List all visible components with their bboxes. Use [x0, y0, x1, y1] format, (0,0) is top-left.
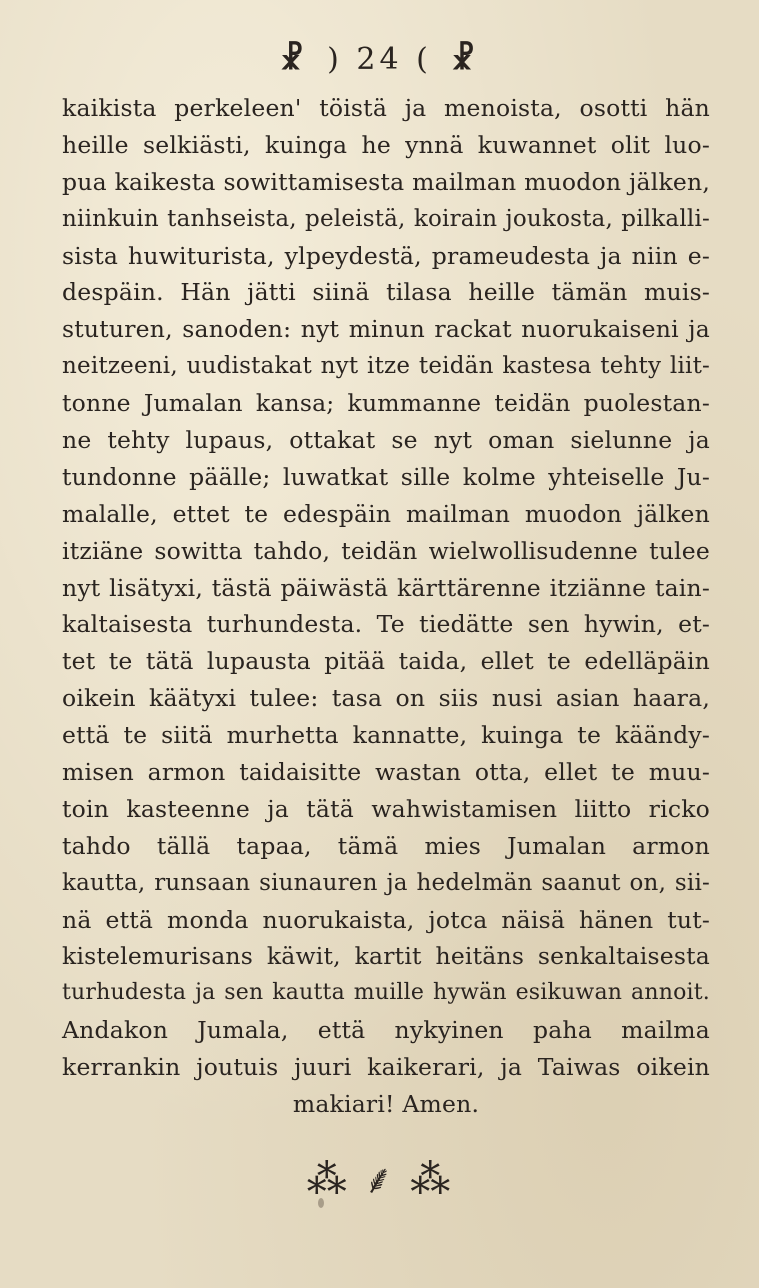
text-line: kaikista perkeleen' töistä ja menoista, osotti hän	[62, 94, 710, 122]
text-line: sista huwiturista, ylpeydestä, prameudesta ja niin e-	[62, 241, 710, 270]
text-line: pua kaikesta sowittamisesta mailman muodon jälken,	[62, 167, 710, 196]
text-line: despäin. Hän jätti siinä tilasa heille tämän muis-	[62, 278, 710, 307]
text-line: kaltaisesta turhundesta. Te tiedätte sen hywin, et-	[62, 610, 710, 639]
page-number: ) 24 (	[327, 41, 432, 77]
page-header	[0, 40, 759, 77]
text-line: tahdo tällä tapaa, tämä mies Jumalan armon	[62, 831, 710, 860]
text-line: nä että monda nuorukaista, jotca näisä hänen tut-	[62, 905, 710, 934]
text-line: kistelemurisans käwit, kartit heitäns senkaltaisesta	[62, 942, 710, 971]
text-line-final: makiari! Amen.	[292, 1090, 480, 1119]
text-line: itziäne sowitta tahdo, teidän wielwollisudenne tulee	[62, 536, 710, 565]
text-line: nyt lisätyxi, tästä päiwästä kärttärenne itziänne tain-	[62, 573, 710, 602]
text-line: tonne Jumalan kansa; kummanne teidän puolestan-	[62, 389, 710, 418]
text-line: turhudesta ja sen kautta muille hywän esikuwan annoit.	[62, 980, 710, 1006]
text-line: niinkuin tanhseista, peleistä, koirain joukosta, pilkalli-	[62, 205, 710, 232]
text-line: neitzeeni, uudistakat nyt itze teidän kastesa tehty liit-	[62, 353, 710, 380]
text-line: oikein käätyxi tulee: tasa on siis nusi asian haara,	[62, 684, 710, 713]
text-line: että te siitä murhetta kannatte, kuinga te käändy-	[62, 721, 710, 750]
left-ornament-icon: ☧	[280, 41, 308, 77]
text-line: tet te tätä lupausta pitää taida, ellet te edelläpäin	[62, 647, 710, 676]
text-line: kerrankin joutuis juuri kaikerari, ja Taiwas oikein	[62, 1053, 710, 1082]
text-line: stuturen, sanoden: nyt minun rackat nuorukaiseni ja	[62, 315, 710, 344]
text-line: kautta, runsaan siunauren ja hedelmän saanut on, sii-	[62, 869, 710, 896]
text-line: misen armon taidaisitte wastan otta, ellet te muu-	[62, 758, 710, 787]
right-ornament-icon: ☧	[451, 41, 479, 77]
text-line: Andakon Jumala, että nykyinen paha mailma	[62, 1016, 710, 1045]
text-line: malalle, ettet te edespäin mailman muodon jälken	[62, 499, 710, 528]
text-line: tundonne päälle; luwatkat sille kolme yhteiselle Ju-	[62, 462, 710, 491]
paper-speck	[318, 1198, 324, 1208]
body-text	[62, 90, 710, 1123]
closing-ornament-icon: ⁂ ⸙ ⁂	[306, 1157, 453, 1203]
text-line: ne tehty lupaus, ottakat se nyt oman sielunne ja	[62, 426, 710, 455]
text-line: toin kasteenne ja tätä wahwistamisen liitto ricko	[62, 794, 710, 823]
text-line: heille selkiästi, kuinga he ynnä kuwannet olit luo-	[62, 130, 710, 159]
